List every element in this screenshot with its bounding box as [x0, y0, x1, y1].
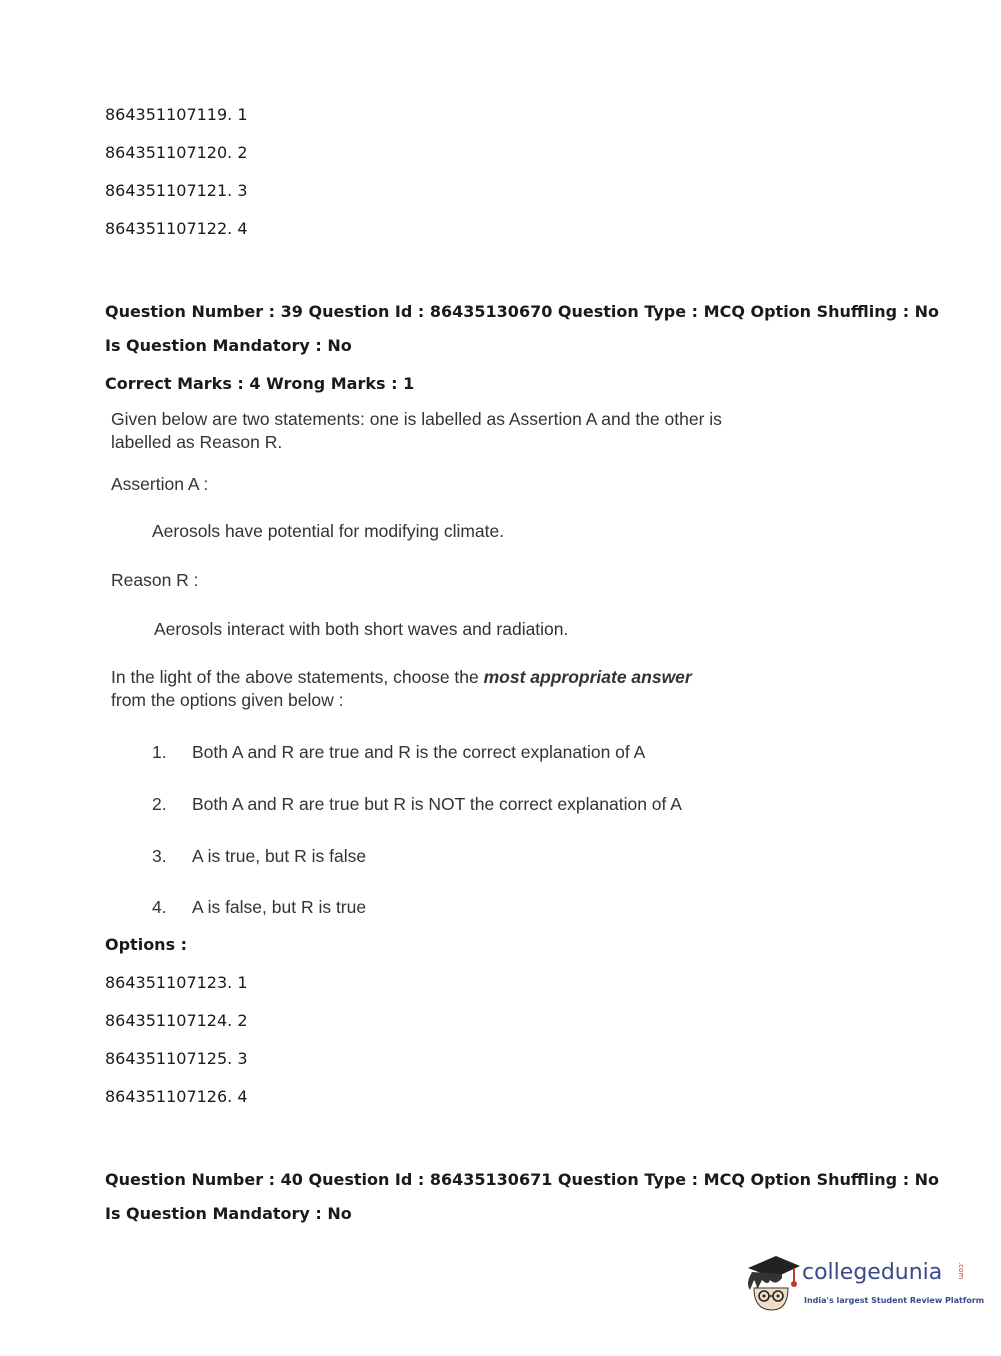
question-mandatory: Is Question Mandatory : No [105, 1204, 352, 1223]
choice-text: Both A and R are true and R is the correct explanation of A [192, 742, 646, 762]
option-id-line: 864351107120. 2 [105, 143, 248, 162]
question-intro: Given below are two statements: one is labelled as Assertion A and the other is [111, 409, 722, 429]
assertion-label: Assertion A : [111, 474, 209, 494]
logo-wordmark: collegedunia [802, 1260, 943, 1285]
option-id-line: 864351107123. 1 [105, 973, 248, 992]
choice-text: A is false, but R is true [192, 897, 367, 917]
choice-number: 3. [152, 846, 167, 866]
option-id-line: 864351107122. 4 [105, 219, 248, 238]
question-header: Question Number : 39 Question Id : 86435130670 Question Type : MCQ Option Shuffling : No [105, 302, 940, 321]
assertion-text: Aerosols have potential for modifying climate. [152, 521, 505, 541]
instruction-text: from the options given below : [111, 690, 344, 710]
option-id-line: 864351107126. 4 [105, 1087, 248, 1106]
question-header: Question Number : 40 Question Id : 86435130671 Question Type : MCQ Option Shuffling : No [105, 1170, 940, 1189]
logo-domain: .com [957, 1262, 965, 1280]
choice-number: 4. [152, 897, 167, 917]
collegedunia-logo [742, 1250, 985, 1312]
reason-label: Reason R : [111, 570, 199, 590]
question-marks: Correct Marks : 4 Wrong Marks : 1 [105, 374, 415, 393]
logo-tagline: India's largest Student Review Platform [804, 1296, 985, 1305]
choice-number: 1. [152, 742, 167, 762]
instruction-emphasis: most appropriate answer [483, 667, 692, 687]
option-id-line: 864351107124. 2 [105, 1011, 248, 1030]
options-label: Options : [105, 935, 188, 954]
choice-number: 2. [152, 794, 167, 814]
choice-text: A is true, but R is false [192, 846, 367, 866]
instruction-text: In the light of the above statements, choose the most appropriate answer [111, 667, 692, 687]
option-id-line: 864351107119. 1 [105, 105, 248, 124]
mascot-icon [742, 1250, 802, 1312]
option-id-line: 864351107125. 3 [105, 1049, 248, 1068]
option-id-line: 864351107121. 3 [105, 181, 248, 200]
choice-text: Both A and R are true but R is NOT the correct explanation of A [192, 794, 682, 814]
question-mandatory: Is Question Mandatory : No [105, 336, 352, 355]
reason-text: Aerosols interact with both short waves and radiation. [154, 619, 569, 639]
question-intro: labelled as Reason R. [111, 432, 283, 452]
